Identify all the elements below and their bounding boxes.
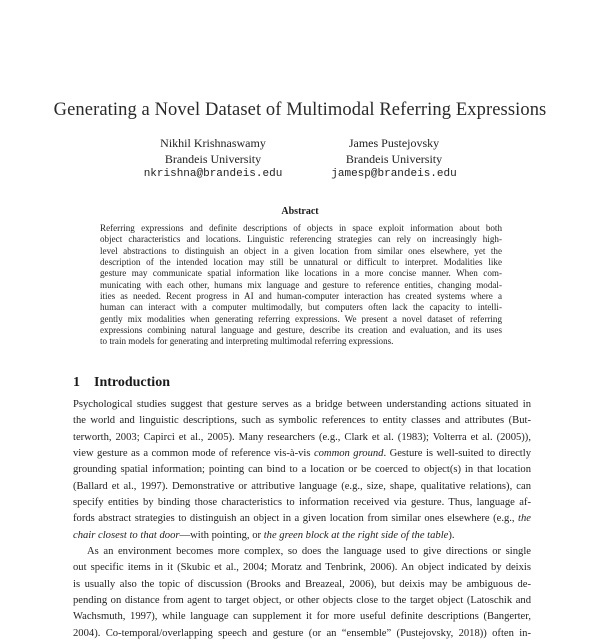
abstract-line: ities as needed. Recent progress in AI and human-computer interaction has created systems where a xyxy=(100,291,502,302)
italic-text: the xyxy=(518,513,531,525)
abstract-line: municating with each other, humans mix language and gesture to reference entities, changing modal- xyxy=(100,279,502,290)
paper-title: Generating a Novel Dataset of Multimodal Referring Expressions xyxy=(53,100,547,120)
text-run: the world and linguistic descriptions, such as symbolic references to entity classes and attributes (But- xyxy=(73,415,531,427)
text-run: fords abstract strategies to distinguish an object in a given location from similar ones elsewhere (e.g., xyxy=(73,513,519,525)
text-run: (Ballard et al., 1997). Demonstrative or attributive language (e.g., size, shape, qualitative relations), can xyxy=(73,480,531,492)
abstract-line: gently mix modalities when generating referring expressions. We present a novel dataset of referring xyxy=(100,313,502,324)
body-line xyxy=(73,577,531,593)
abstract-line: gesture may communicate spatial information like locations in a more concise manner. When com- xyxy=(100,268,502,279)
author-block-2 xyxy=(299,136,489,183)
text-run: As an environment becomes more complex, so does the language used to give directions or single xyxy=(87,546,531,558)
body-line xyxy=(73,430,531,446)
abstract-body xyxy=(100,223,502,348)
body-line xyxy=(73,397,531,413)
body-line xyxy=(73,544,531,560)
body-line xyxy=(73,626,531,642)
author-name: Nikhil Krishnaswamy xyxy=(160,136,266,150)
author-affiliation: Brandeis University xyxy=(345,151,443,166)
abstract-line: description of the intended location may still be unnatural or difficult to interpret. Modalities like xyxy=(100,257,502,268)
section-number: 1 xyxy=(73,375,80,390)
text-run: . Gesture is well-suited to directly xyxy=(383,448,531,460)
section-title: Introduction xyxy=(94,375,170,390)
text-run: terworth, 2003; Capirci et al., 2005). Many researchers (e.g., Clark et al. (1983); Volterra et al. (2005)), xyxy=(73,431,531,443)
text-run: out specific items in it (Skubic et al., 2004; Moratz and Tenbrink, 2006). An object indicated by deixis xyxy=(73,562,531,574)
text-run: is usually also the topic of discussion (Brooks and Breazeal, 2006), but deixis may be ambiguous de- xyxy=(73,578,531,590)
abstract-line: object characteristics and locations. Linguistic referencing strategies can rely on increasingly high- xyxy=(100,234,502,245)
text-run: Psychological studies suggest that gesture serves as a bridge between understanding actions situated in xyxy=(73,399,531,410)
body-line xyxy=(73,609,531,625)
body-line xyxy=(73,593,531,609)
body-line xyxy=(73,528,531,544)
body-line xyxy=(73,413,531,429)
italic-text: common ground xyxy=(313,448,384,460)
author-email: nkrishna@brandeis.edu xyxy=(143,168,283,180)
text-run: view gesture as a common mode of reference vis-à-vis xyxy=(73,448,314,460)
text-run: —with pointing, or xyxy=(179,529,264,541)
body-line xyxy=(73,479,531,495)
italic-text: the green block at the right side of the table xyxy=(263,529,449,541)
abstract-line: Referring expressions and definite descriptions of objects in space exploit information about both xyxy=(100,223,502,233)
text-run: Wachsmuth, 1997), while language can supplement it for more useful definite descriptions (Bangerter, xyxy=(73,611,531,623)
body-line xyxy=(73,560,531,576)
text-run: 2004). Co-temporal/overlapping speech and gesture (or an “ensemble” (Pustejovsky, 2018)) often in- xyxy=(73,627,531,639)
italic-text: chair closest to that door xyxy=(73,529,180,541)
text-run: pending on distance from agent to target object, or other objects close to the target object (Latoschik and xyxy=(73,595,531,607)
abstract-line: to train models for generating and interpreting multimodal referring expressions. xyxy=(100,336,394,347)
body-line xyxy=(73,511,531,527)
section-heading xyxy=(73,375,170,391)
text-run: grounding spatial information; pointing can bind to a location or be coerced to object(s) in that location xyxy=(73,464,531,476)
text-run: ). xyxy=(448,529,455,541)
abstract-line: expressions combining natural language and gesture, describe its creation and evaluation, and its uses xyxy=(100,325,502,336)
abstract-line: human can interact with a computer multimodally, but computers often lack the capacity to intelli- xyxy=(100,302,502,313)
body-line xyxy=(73,462,531,478)
abstract-heading: Abstract xyxy=(281,206,319,217)
introduction-body xyxy=(73,397,531,642)
author-block-1 xyxy=(118,136,308,183)
abstract-line: level abstractions to distinguish an object in a given location from similar ones elsewhere, yet the xyxy=(100,245,502,256)
author-affiliation: Brandeis University xyxy=(164,151,262,166)
author-name: James Pustejovsky xyxy=(348,136,440,150)
text-run: specify entities by binding those characteristics to information received via gesture. Thus, language af- xyxy=(73,497,531,509)
author-email: jamesp@brandeis.edu xyxy=(331,168,457,180)
body-line xyxy=(73,495,531,511)
body-line xyxy=(73,446,531,462)
